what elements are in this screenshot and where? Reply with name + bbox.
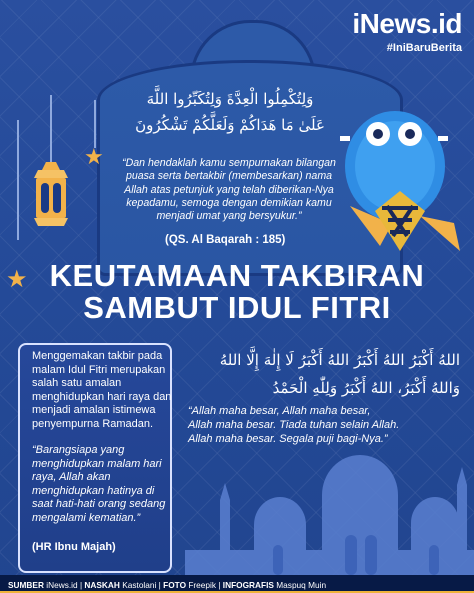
mascot-illustration <box>330 96 470 266</box>
takbir-line: اللهُ أَكْبَرُ اللهُ أَكْبَرُ اللهُ أَكْبَرُ لَا إِلٰهَ إِلَّا اللهُ <box>219 351 460 369</box>
hadith-source: (HR Ibnu Majah) <box>32 541 116 553</box>
credit-value: Maspuq Muin <box>276 580 327 590</box>
takbir-translation-line: Allah maha besar. Segala puji bagi-Nya.” <box>188 432 388 445</box>
credit-label: FOTO <box>163 580 187 590</box>
takbir-translation-line: “Allah maha besar, Allah maha besar, <box>188 405 371 417</box>
arabic-verse-line: عَلَىٰ مَا هَدَاكُمْ وَلَعَلَّكُمْ تَشْكُرُونَ <box>135 116 325 134</box>
cord-star <box>94 100 96 148</box>
footer-credit-text: SUMBER iNews.id | NASKAH Kastolani | FOTO Freepik | INFOGRAFIS Maspuq Muin <box>8 580 327 590</box>
takbir-translation <box>188 405 458 446</box>
star-icon: ★ <box>6 266 28 293</box>
verse-source: (QS. Al Baqarah : 185) <box>165 234 286 246</box>
title-line-1: KEUTAMAAN TAKBIRAN <box>49 258 425 293</box>
credit-label: INFOGRAFIS <box>222 580 274 590</box>
brand-hashtag: #IniBaruBerita <box>386 42 462 54</box>
cord-lantern <box>50 95 52 165</box>
credit-label: SUMBER <box>8 580 44 590</box>
lantern-icon <box>28 162 74 230</box>
hadith-quote: “Barangsiapa yang menghidupkan malam hari raya, Allah akan menghidupkan hatinya di saat hati-hati orang sedang mengalami kematian.” <box>32 444 166 524</box>
credit-value: iNews.id <box>46 580 78 590</box>
star-icon: ★ <box>84 144 104 169</box>
takbir-line: وَاللهُ أَكْبَرُ، اللهُ أَكْبَرُ وَلِلّٰهِ الْحَمْدُ <box>272 379 460 397</box>
cord-left <box>17 120 19 240</box>
info-text: Menggemakan takbir pada malam Idul Fitri merupakan salah satu amalan menghidupkan hari raya dan menjadi amalan istimewa penyempurna Ramadan. <box>32 350 172 430</box>
verse-translation: “Dan hendaklah kamu sempurnakan bilangan puasa serta bertakbir (membesarkan) nama Allah atas petunjuk yang telah diberikan-Nya kepadamu, semoga dengan demikian kamu menjadi umat yang bersyukur.” <box>122 157 336 223</box>
arabic-verse <box>110 86 350 138</box>
title-line-2: SAMBUT IDUL FITRI <box>83 290 391 325</box>
takbir-translation-line: Allah maha besar. Tiada tuhan selain Allah. <box>188 418 400 431</box>
mosque-silhouette <box>185 445 474 575</box>
takbir-arabic <box>198 346 460 402</box>
credit-value: Freepik <box>188 580 217 590</box>
credit-value: Kastolani <box>122 580 157 590</box>
inews-logo: iNews.id <box>352 8 462 39</box>
arabic-verse-line: وَلِتُكْمِلُوا الْعِدَّةَ وَلِتُكَبِّرُوا اللَّهَ <box>146 90 314 108</box>
credit-label: NASKAH <box>84 580 120 590</box>
